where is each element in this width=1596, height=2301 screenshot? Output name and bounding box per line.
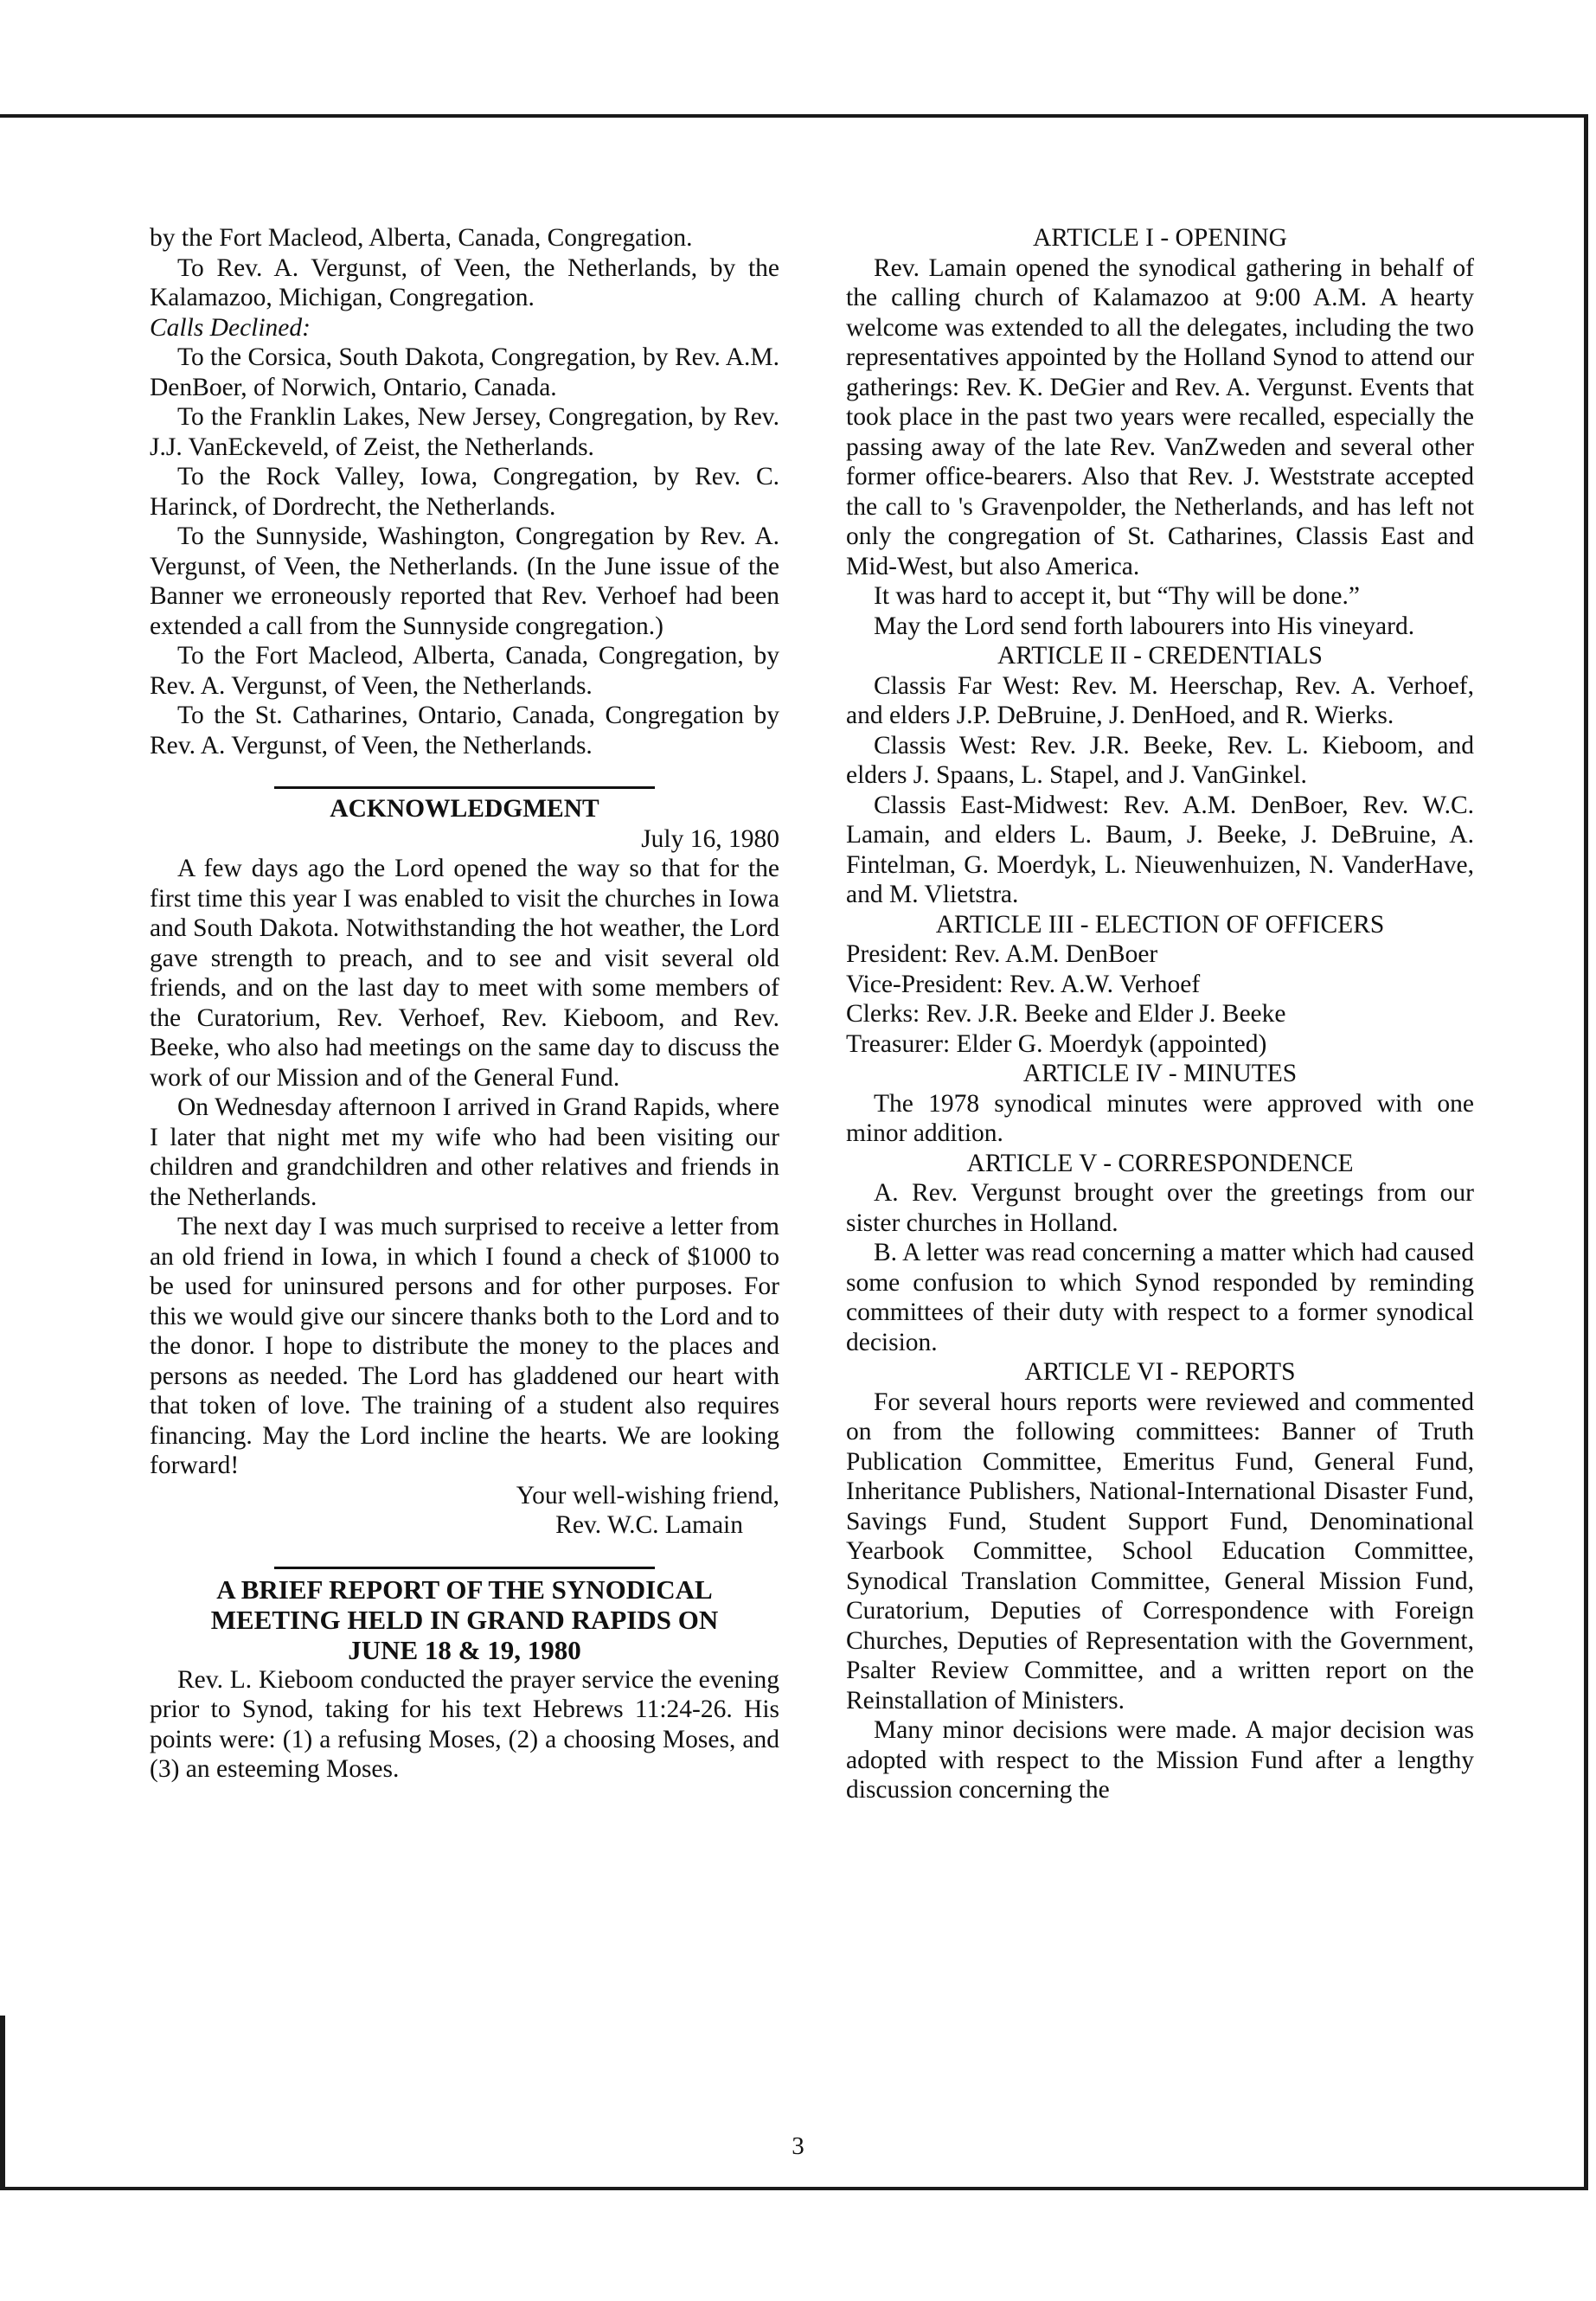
report-title-line-3: JUNE 18 & 19, 1980 [348, 1634, 581, 1665]
article-2-paragraph: Classis West: Rev. J.R. Beeke, Rev. L. Kieboom, and elders J. Spaans, L. Stapel, and J. VanGinkel. [846, 731, 1474, 789]
article-1-paragraph: It was hard to accept it, but “Thy will be done.” [874, 582, 1360, 610]
acknowledgment-paragraph: A few days ago the Lord opened the way so that for the first time this year I was enabled to visit the churches in Iowa and South Dakota. Notwithstanding the hot weather, the Lord gave strength to preach, and to see and visit several old friends, and on the last day to meet with some members of the Curatorium, Rev. Verhoef, Rev. Kieboom, and Rev. Beeke, who also had meetings on the same day to discuss the work of our Mission and of the General Fund. [150, 855, 779, 1092]
article-5-paragraph: B. A letter was read concerning a matter which had caused some confusion to which Synod responded by reminding committees of their duty with respect to a former synodical decision. [846, 1239, 1474, 1356]
calls-text: To Rev. A. Vergunst, of Veen, the Netherlands, by the Kalamazoo, Michigan, Congregation. [150, 253, 779, 311]
acknowledgment-signature: Rev. W.C. Lamain [555, 1511, 743, 1539]
scan-edge-mark [0, 2016, 5, 2189]
right-column [846, 223, 1474, 1805]
article-2-paragraph: Classis Far West: Rev. M. Heerschap, Rev. A. Verhoef, and elders J.P. DeBruine, J. DenHoed, and R. Wierks. [846, 671, 1474, 729]
left-column [150, 223, 779, 1785]
declined-call: To the Fort Macleod, Alberta, Canada, Congregation, by Rev. A. Vergunst, of Veen, the Netherlands. [150, 642, 779, 700]
acknowledgment-title: ACKNOWLEDGMENT [330, 795, 599, 823]
calls-text: by the Fort Macleod, Alberta, Canada, Congregation. [150, 224, 693, 252]
article-1-paragraph: Rev. Lamain opened the synodical gathering in behalf of the calling church of Kalamazoo at 9:00 A.M. A hearty welcome was extended to all the delegates, including the two representatives appointed by the Holland Synod to attend our gatherings: Rev. K. DeGier and Rev. A. Vergunst. Events that took place in the past two years were recalled, especially the passing away of the late Rev. VanZweden and several other former office-bearers. Also that Rev. J. Weststrate accepted the call to 's Gravenpolder, the Netherlands, and has left not only the congregation of St. Catharines, Classis East and Mid-West, but also America. [846, 253, 1474, 580]
officer-clerks: Clerks: Rev. J.R. Beeke and Elder J. Beeke [846, 1000, 1286, 1028]
article-5-paragraph: A. Rev. Vergunst brought over the greetings from our sister churches in Holland. [846, 1179, 1474, 1237]
article-2-paragraph: Classis East-Midwest: Rev. A.M. DenBoer, Rev. W.C. Lamain, and elders L. Baum, J. Beeke, J. DeBruine, A. Fintelman, G. Moerdyk, L. Nieuwenhuizen, N. VanderHave, and M. Vlietstra. [846, 791, 1474, 908]
acknowledgment-paragraph: The next day I was much surprised to receive a letter from an old friend in Iowa, in which I found a check of $1000 to be used for uninsured persons and for other purposes. For this we would give our sincere thanks both to the Lord and to the donor. I hope to distribute the money to the places and persons as needed. The Lord has gladdened our heart with that token of love. The training of a student also requires financing. May the Lord incline the hearts. We are looking forward! [150, 1213, 779, 1479]
section-divider [274, 786, 655, 789]
article-2-heading: ARTICLE II - CREDENTIALS [997, 642, 1323, 670]
article-3-heading: ARTICLE III - ELECTION OF OFFICERS [935, 910, 1385, 939]
acknowledgment-paragraph: On Wednesday afternoon I arrived in Grand Rapids, where I later that night met my wife who had been visiting our children and grandchildren and other relatives and friends in the Netherlands. [150, 1093, 779, 1211]
section-divider [274, 1567, 655, 1569]
declined-call: To the Franklin Lakes, New Jersey, Congregation, by Rev. J.J. VanEckeveld, of Zeist, the Netherlands. [150, 403, 779, 461]
report-title-line-2: MEETING HELD IN GRAND RAPIDS ON [210, 1604, 719, 1635]
declined-call: To the Corsica, South Dakota, Congregation, by Rev. A.M. DenBoer, of Norwich, Ontario, Canada. [150, 343, 779, 401]
officer-president: President: Rev. A.M. DenBoer [846, 940, 1158, 968]
page-number: 3 [792, 2132, 804, 2160]
declined-call: To the Sunnyside, Washington, Congregation by Rev. A. Vergunst, of Veen, the Netherlands. (In the June issue of the Banner we erroneously reported that Rev. Verhoef had been extended a call from the Sunnyside congregation.) [150, 522, 779, 640]
article-6-paragraph: For several hours reports were reviewed and commented on from the following committees: Banner of Truth Publication Committee, Emeritus Fund, General Fund, Inheritance Publishers, National-International Disaster Fund, Savings Fund, Student Support Fund, Denominational Yearbook Committee, School Education Committee, Synodical Translation Committee, General Mission Fund, Curatorium, Deputies of Correspondence with Foreign Churches, Deputies of Representation with the Government, Psalter Review Committee, and a written report on the Reinstallation of Ministers. [846, 1388, 1474, 1715]
acknowledgment-closing: Your well-wishing friend, [516, 1481, 779, 1509]
report-title-line-1: A BRIEF REPORT OF THE SYNODICAL [216, 1574, 713, 1605]
declined-call: To the Rock Valley, Iowa, Congregation, by Rev. C. Harinck, of Dordrecht, the Netherlands. [150, 463, 779, 521]
report-intro: Rev. L. Kieboom conducted the prayer service the evening prior to Synod, taking for his text Hebrews 11:24-26. His points were: (1) a refusing Moses, (2) a choosing Moses, and (3) an esteeming Moses. [150, 1665, 779, 1783]
article-4-paragraph: The 1978 synodical minutes were approved with one minor addition. [846, 1089, 1474, 1147]
article-1-heading: ARTICLE I - OPENING [1032, 224, 1287, 252]
declined-call: To the St. Catharines, Ontario, Canada, Congregation by Rev. A. Vergunst, of Veen, the Netherlands. [150, 702, 779, 760]
officer-treasurer: Treasurer: Elder G. Moerdyk (appointed) [846, 1029, 1267, 1058]
article-6-heading: ARTICLE VI - REPORTS [1024, 1358, 1296, 1386]
officer-vice-president: Vice-President: Rev. A.W. Verhoef [846, 970, 1201, 998]
article-5-heading: ARTICLE V - CORRESPONDENCE [966, 1149, 1354, 1177]
article-4-heading: ARTICLE IV - MINUTES [1022, 1060, 1298, 1087]
article-6-paragraph: Many minor decisions were made. A major decision was adopted with respect to the Mission Fund after a lengthy discussion concerning the [846, 1716, 1474, 1804]
acknowledgment-date: July 16, 1980 [641, 824, 779, 853]
calls-declined-heading: Calls Declined: [150, 313, 311, 342]
article-1-paragraph: May the Lord send forth labourers into His vineyard. [874, 612, 1415, 640]
